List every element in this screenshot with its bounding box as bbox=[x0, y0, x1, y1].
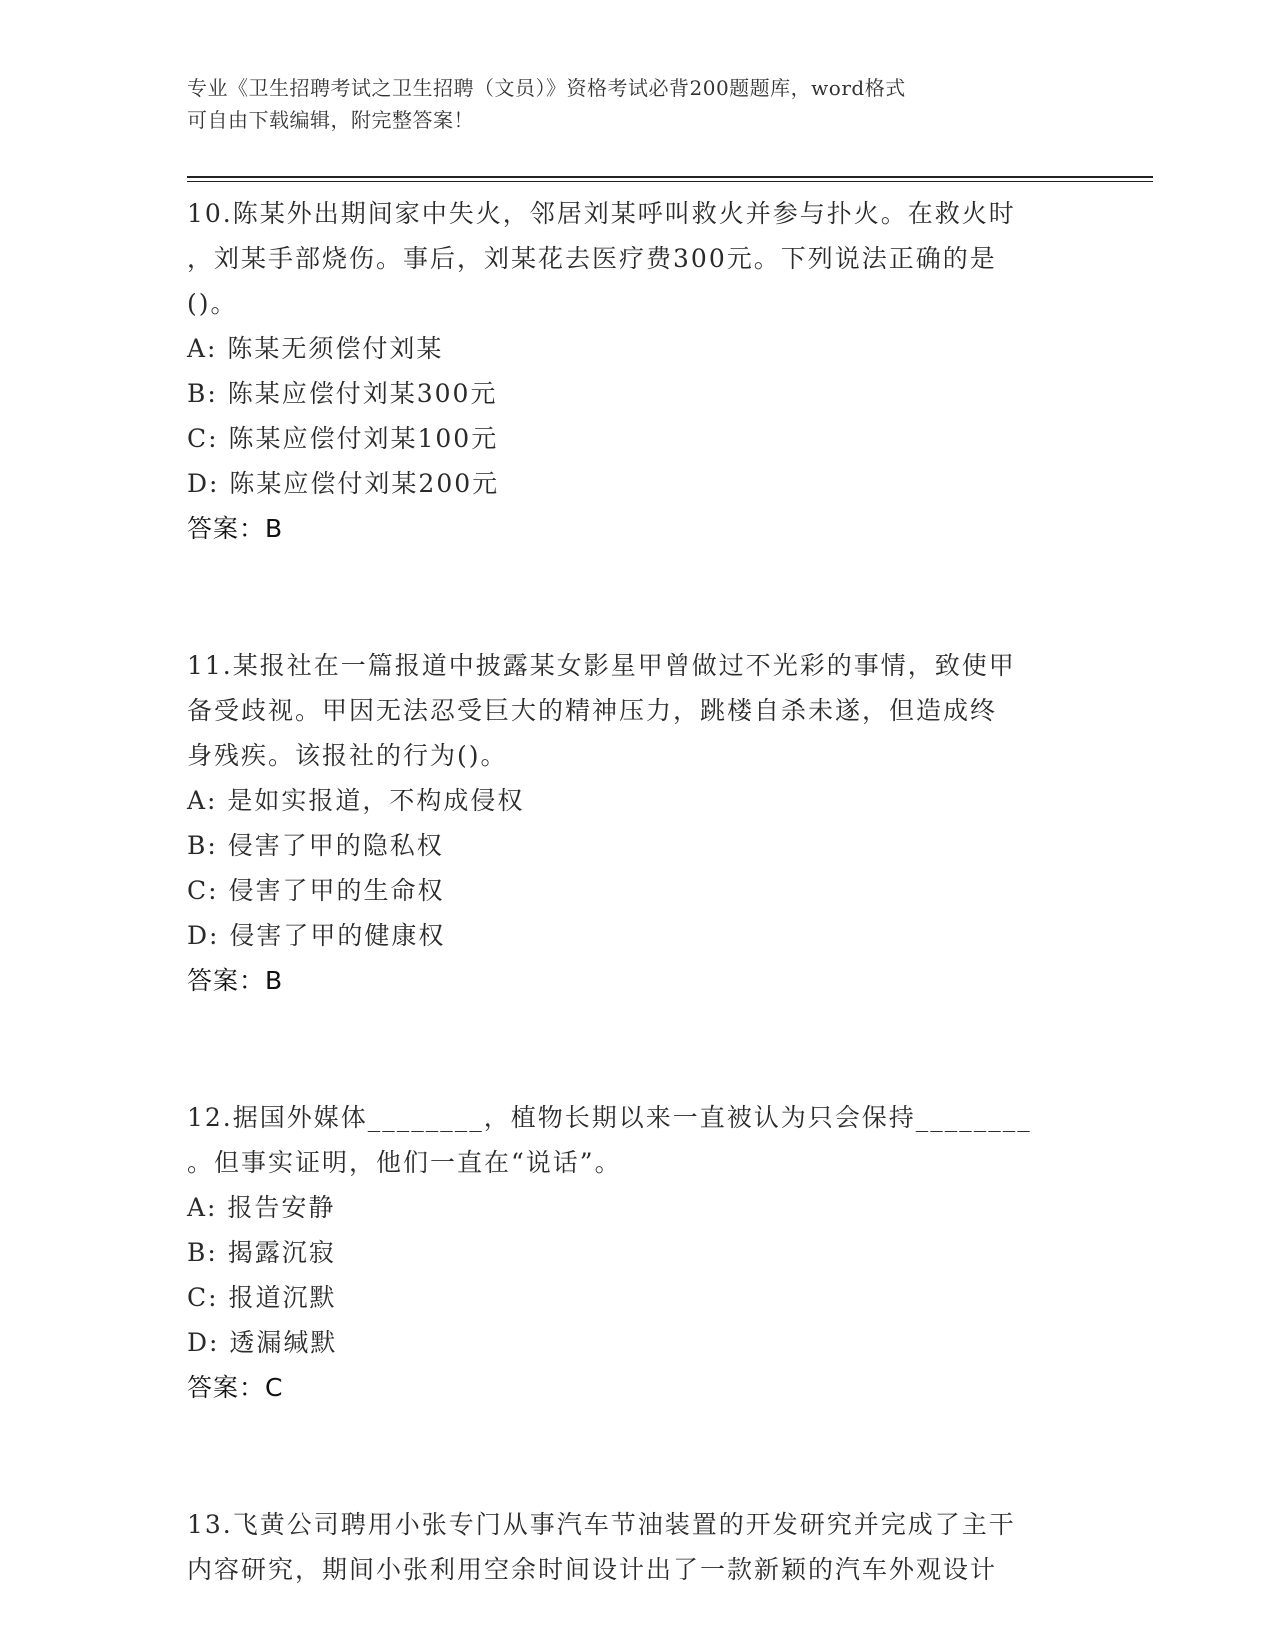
stem-line: 11.某报社在一篇报道中披露某女影星甲曾做过不光彩的事情，致使甲 bbox=[187, 651, 1016, 680]
stem-line: 内容研究，期间小张利用空余时间设计出了一款新颖的汽车外观设计 bbox=[187, 1555, 998, 1584]
stem-line: 13.飞黄公司聘用小张专门从事汽车节油装置的开发研究并完成了主干 bbox=[187, 1510, 1016, 1539]
option-a: A: 陈某无须偿付刘某 bbox=[187, 334, 444, 363]
answer: 答案：B bbox=[187, 514, 284, 543]
option-d: D: 陈某应偿付刘某200元 bbox=[187, 469, 500, 498]
stem-line: 。但事实证明，他们一直在“说话”。 bbox=[187, 1148, 622, 1177]
option-b: B: 侵害了甲的隐私权 bbox=[187, 831, 444, 860]
question-list bbox=[187, 191, 1087, 1592]
question-gap bbox=[187, 551, 1087, 643]
header-line-1: 专业《卫生招聘考试之卫生招聘（文员）》资格考试必背200题题库，word格式 bbox=[187, 76, 906, 100]
stem-line: 备受歧视。甲因无法忍受巨大的精神压力，跳楼自杀未遂，但造成终 bbox=[187, 696, 998, 725]
stem-line: 10.陈某外出期间家中失火，邻居刘某呼叫救火并参与扑火。在救火时 bbox=[187, 199, 1016, 228]
stem-line: 12.据国外媒体________，植物长期以来一直被认为只会保持________ bbox=[187, 1103, 1032, 1132]
question-13 bbox=[187, 1502, 1087, 1592]
header-rule-thin bbox=[187, 181, 1153, 182]
option-a: A: 是如实报道，不构成侵权 bbox=[187, 786, 525, 815]
question-gap bbox=[187, 1410, 1087, 1502]
option-c: C: 报道沉默 bbox=[187, 1283, 337, 1312]
question-stem bbox=[187, 1095, 1087, 1185]
question-stem bbox=[187, 1502, 1087, 1592]
header-line-2: 可自由下载编辑，附完整答案！ bbox=[187, 108, 474, 132]
option-c: C: 侵害了甲的生命权 bbox=[187, 876, 445, 905]
answer: 答案：B bbox=[187, 966, 284, 995]
stem-line: ()。 bbox=[187, 289, 238, 318]
stem-line: 身残疾。该报社的行为()。 bbox=[187, 741, 508, 770]
option-a: A: 报告安静 bbox=[187, 1193, 336, 1222]
option-b: B: 陈某应偿付刘某300元 bbox=[187, 379, 498, 408]
option-b: B: 揭露沉寂 bbox=[187, 1238, 336, 1267]
document-header bbox=[187, 72, 1087, 136]
question-12 bbox=[187, 1095, 1087, 1410]
stem-line: ，刘某手部烧伤。事后，刘某花去医疗费300元。下列说法正确的是 bbox=[187, 244, 997, 273]
option-d: D: 透漏缄默 bbox=[187, 1328, 338, 1357]
question-10 bbox=[187, 191, 1087, 551]
question-gap bbox=[187, 1003, 1087, 1095]
header-rule-thick bbox=[187, 176, 1153, 178]
question-stem bbox=[187, 643, 1087, 778]
question-stem bbox=[187, 191, 1087, 326]
answer: 答案：C bbox=[187, 1373, 284, 1402]
question-11 bbox=[187, 643, 1087, 1003]
option-c: C: 陈某应偿付刘某100元 bbox=[187, 424, 499, 453]
option-d: D: 侵害了甲的健康权 bbox=[187, 921, 446, 950]
